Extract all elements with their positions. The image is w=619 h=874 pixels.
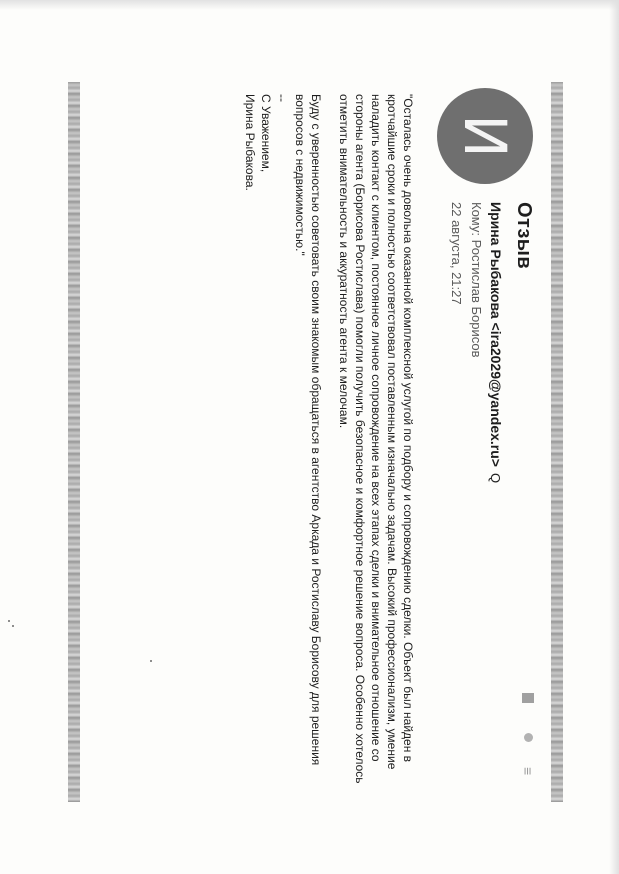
email-date: 22 августа, 21:27 xyxy=(449,202,464,305)
scan-edge-right xyxy=(609,0,619,874)
search-icon[interactable]: Q xyxy=(488,472,503,484)
scan-speck xyxy=(8,620,10,622)
scan-edge-top xyxy=(0,0,619,10)
flag-icon[interactable] xyxy=(522,693,534,703)
email-sender xyxy=(488,202,504,483)
review-paragraph-1: "Осталась очень довольна оказанной комплексной услугой по подбору и сопровождению сделки. Объект был найден в кротчайшие сроки и полностью соответствовал поставленным изначально задачам. Высокий профессионализм, умение наладить контакт с клиентом, постоянное личное сопровождение на всех этапах сделки и внимательное отношение со стороны агента (Борисова Ростислава) помогли получить безопасное и комфортное решение вопроса. Особенно хотелось отметить внимательность и аккуратность агента к мелочам. xyxy=(337,94,415,784)
menu-icon[interactable]: ≡ xyxy=(520,767,536,776)
header-actions xyxy=(515,693,537,793)
signature-separator: -- xyxy=(275,94,289,102)
scan-border-strip-right xyxy=(551,82,563,802)
scan-speck xyxy=(150,660,152,662)
closing-line: С Уважением, xyxy=(259,94,273,173)
signature-name: Ирина Рыбакова. xyxy=(243,94,257,191)
review-paragraph-2: Буду с уверенностью советовать своим знакомым обращаться в агентство Аркада и Ростиславу Борисову для решения вопросов с недвижимостью." xyxy=(293,94,323,766)
email-subject: Отзыв xyxy=(513,202,535,270)
scan-speck xyxy=(12,625,14,627)
email-printout xyxy=(93,88,543,798)
email-body xyxy=(242,94,416,784)
scan-border-strip-left xyxy=(68,82,80,802)
dot-icon[interactable] xyxy=(524,733,533,742)
email-recipient: Кому: Ростислав Борисов xyxy=(469,202,484,358)
sender-avatar: И xyxy=(437,88,533,184)
sender-address: Ирина Рыбакова <ira2029@yandex.ru> xyxy=(488,202,504,467)
